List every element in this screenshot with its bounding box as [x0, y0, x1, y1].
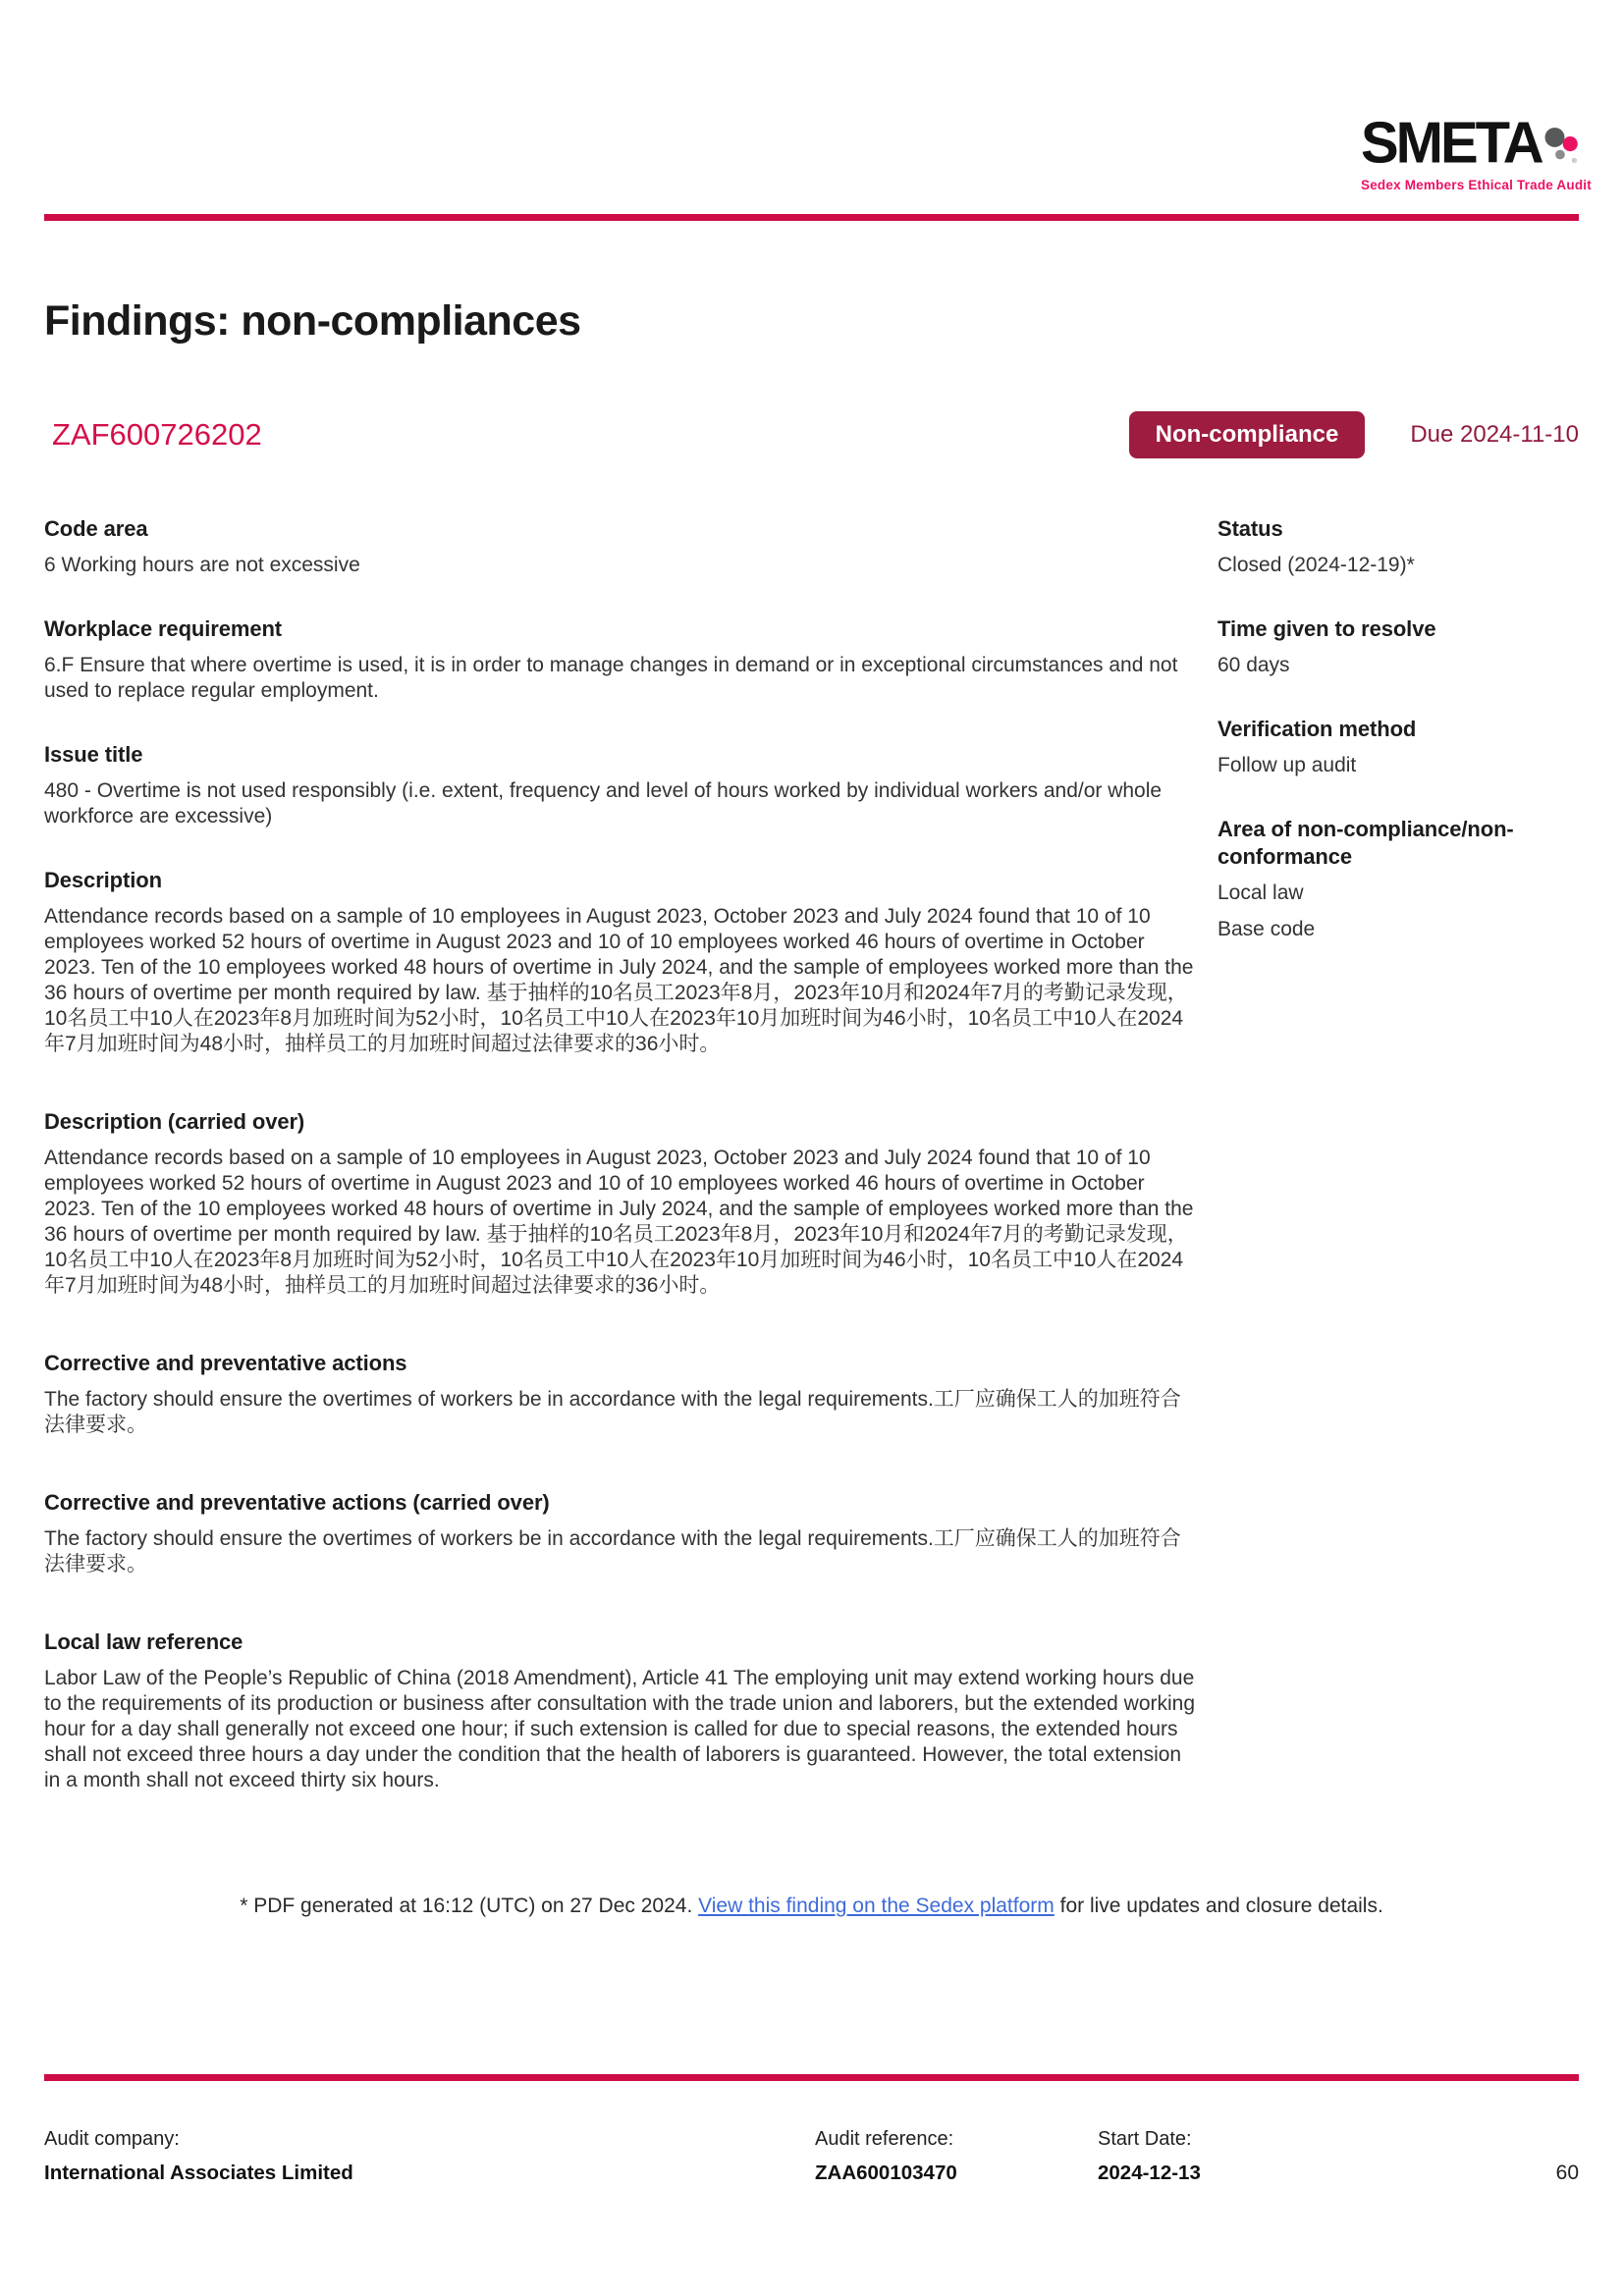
meta-value: Base code: [1217, 918, 1316, 940]
finding-body: [44, 515, 1579, 1831]
meta-value: Closed (2024-12-19)*: [1217, 554, 1415, 576]
footnote-prefix: * PDF generated at 16:12 (UTC) on 27 Dec 2024.: [240, 1895, 699, 1917]
section-corrective-actions-carried-over: [44, 1489, 1198, 1577]
meta-heading: Area of non-compliance/non-conformance: [1217, 817, 1514, 869]
section-description-carried-over: [44, 1108, 1198, 1299]
section-description: [44, 867, 1198, 1057]
due-date: Due 2024-11-10: [1410, 421, 1579, 448]
audit-company-value: International Associates Limited: [44, 2162, 353, 2184]
meta-area-of-non-compliance: [1217, 816, 1579, 942]
section-body: 6 Working hours are not excessive: [44, 554, 360, 576]
section-workplace-requirement: [44, 615, 1198, 704]
section-code-area: [44, 515, 1198, 578]
section-body: The factory should ensure the overtimes of workers be in accordance with the legal requirements.工厂应确保工人的加班符合法律要求。: [44, 1527, 1181, 1575]
bottom-divider-rule: [44, 2074, 1579, 2081]
section-heading: Corrective and preventative actions: [44, 1351, 407, 1375]
meta-value: 60 days: [1217, 654, 1290, 676]
smeta-logo-wordmark: SMETA: [1361, 110, 1542, 176]
smeta-logo-tagline: Sedex Members Ethical Trade Audit: [1361, 178, 1592, 192]
section-body: Attendance records based on a sample of 10 employees in August 2023, October 2023 and July 2024 found that 10 of 10 employees worked 52 hours of overtime in August 2023 and 10 of 10 employees worked 46 hours of overtime in October 2023. Ten of the 10 employees worked 48 hours of overtime in July 2024, and the sample of employees worked more than the 36 hours of overtime per month required by law. 基于抽样的10名员工2023年8月，2023年10月和2024年7月的考勤记录发现，10名员工中10人在2023年8月加班时间为52小时，10名员工中10人在2023年10月加班时间为46小时，10名员工中10人在2024年7月加班时间为48小时，抽样员工的月加班时间超过法律要求的36小时。: [44, 905, 1194, 1055]
top-divider-rule: [44, 214, 1579, 221]
audit-company-label: Audit company:: [44, 2128, 180, 2150]
section-heading: Local law reference: [44, 1629, 243, 1654]
section-heading: Corrective and preventative actions (carried over): [44, 1490, 550, 1515]
registered-mark: ®: [1571, 157, 1577, 165]
meta-heading: Status: [1217, 516, 1283, 541]
finding-meta-column: [1217, 515, 1579, 1831]
section-body: 6.F Ensure that where overtime is used, it is in order to manage changes in demand or in exceptional circumstances and not used to replace regular employment.: [44, 654, 1178, 702]
section-issue-title: [44, 741, 1198, 829]
meta-time-given-to-resolve: [1217, 615, 1579, 678]
finding-details-column: [44, 515, 1198, 1831]
page-number: 60: [1555, 2162, 1579, 2184]
section-heading: Code area: [44, 516, 148, 541]
section-heading: Issue title: [44, 742, 143, 767]
page-title: Findings: non-compliances: [44, 297, 581, 345]
meta-status: [1217, 515, 1579, 578]
meta-value: Follow up audit: [1217, 754, 1357, 776]
section-body: Labor Law of the People’s Republic of China (2018 Amendment), Article 41 The employing unit may extend working hours due to the requirements of its production or business after consultation with the trade union and laborers, but the extended working hour for a day shall generally not exceed one hour; if such extension is called for due to special reasons, the extended hours shall not exceed three hours a day under the condition that the health of laborers is guaranteed. However, the total extension in a month shall not exceed thirty six hours.: [44, 1667, 1196, 1791]
pdf-generated-footnote: [44, 1893, 1579, 1919]
footer-start-date: [1098, 2126, 1201, 2186]
footnote-suffix: for live updates and closure details.: [1054, 1895, 1383, 1917]
section-body: 480 - Overtime is not used responsibly (i.e. extent, frequency and level of hours worked by individual workers and/or whole workforce are excessive): [44, 779, 1163, 828]
section-heading: Workplace requirement: [44, 616, 283, 641]
section-corrective-actions: [44, 1350, 1198, 1438]
smeta-logo-dots-icon: [1543, 115, 1579, 178]
meta-value: Local law: [1217, 881, 1304, 904]
meta-heading: Time given to resolve: [1217, 616, 1436, 641]
section-heading: Description: [44, 868, 162, 892]
section-local-law-reference: [44, 1629, 1198, 1793]
section-body: The factory should ensure the overtimes of workers be in accordance with the legal requirements.工厂应确保工人的加班符合法律要求。: [44, 1388, 1181, 1436]
finding-header: [52, 410, 1579, 459]
section-body: Attendance records based on a sample of 10 employees in August 2023, October 2023 and July 2024 found that 10 of 10 employees worked 52 hours of overtime in August 2023 and 10 of 10 employees worked 46 hours of overtime in October 2023. Ten of the 10 employees worked 48 hours of overtime in July 2024, and the sample of employees worked more than the 36 hours of overtime per month required by law. 基于抽样的10名员工2023年8月，2023年10月和2024年7月的考勤记录发现，10名员工中10人在2023年8月加班时间为52小时，10名员工中10人在2023年10月加班时间为46小时，10名员工中10人在2024年7月加班时间为48小时，抽样员工的月加班时间超过法律要求的36小时。: [44, 1147, 1194, 1297]
audit-reference-label: Audit reference:: [815, 2128, 954, 2150]
meta-verification-method: [1217, 716, 1579, 778]
non-compliance-badge: Non-compliance: [1129, 411, 1366, 458]
smeta-logo: [1361, 110, 1592, 192]
start-date-value: 2024-12-13: [1098, 2162, 1201, 2184]
footer-audit-reference: [815, 2126, 957, 2186]
footer-audit-company: [44, 2126, 353, 2186]
page-footer: [44, 2126, 1579, 2195]
audit-reference-value: ZAA600103470: [815, 2162, 957, 2184]
finding-reference: ZAF600726202: [52, 417, 262, 452]
meta-heading: Verification method: [1217, 717, 1417, 741]
sedex-platform-link[interactable]: View this finding on the Sedex platform: [698, 1895, 1055, 1917]
section-heading: Description (carried over): [44, 1109, 305, 1134]
start-date-label: Start Date:: [1098, 2128, 1192, 2150]
